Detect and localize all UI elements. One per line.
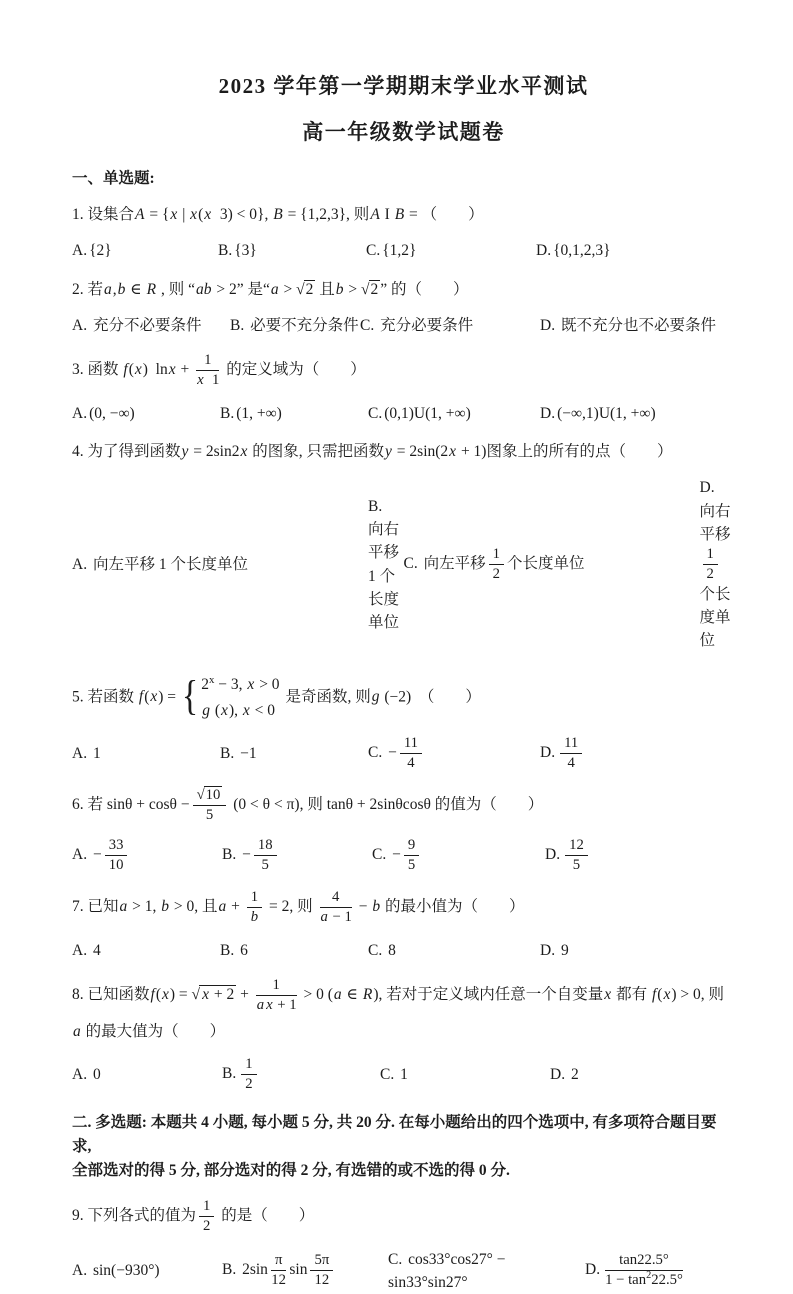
question-1 — [72, 203, 735, 263]
math-variable: x — [190, 206, 198, 223]
section-1-heading: 一、单选题: — [72, 170, 155, 187]
option-A: A. − $\frac{33}{10}$ — [72, 837, 222, 874]
fraction-denominator: 2 — [492, 566, 500, 583]
math-variable: x — [242, 701, 250, 719]
fraction — [105, 837, 128, 874]
fraction-denominator: $1 - \tan^222.5^\circ$ — [605, 1270, 683, 1289]
math-variable: y — [181, 443, 189, 461]
fraction-numerator: 1 — [241, 1056, 256, 1075]
option-C: C. 8 — [368, 941, 396, 959]
option-D: D. {0,1,2,3} — [536, 242, 611, 260]
option-label: C. — [368, 404, 383, 422]
fraction-numerator: 11 — [400, 735, 422, 754]
math-variable: b — [335, 280, 344, 298]
option-A: A. 0 — [72, 1065, 101, 1083]
fraction-numerator: 1 — [256, 977, 297, 996]
option-label: B. — [220, 404, 235, 422]
option-C: C. 1 — [380, 1065, 408, 1083]
math-variable: b — [161, 897, 170, 915]
fraction — [241, 1056, 256, 1093]
fraction — [605, 1252, 683, 1289]
fraction-numerator: tan22.5° — [605, 1252, 683, 1271]
fraction — [400, 735, 422, 772]
question-text: 5. 若函数 f(x) = { $2^x - 3$, x > 0 g (x), x < 0 是奇函数, 则g (−2) （ ） — [72, 673, 735, 723]
question-8 — [72, 977, 735, 1093]
option-label: B. — [220, 941, 235, 959]
option-D — [545, 837, 735, 874]
option-B: B. {3} — [218, 242, 257, 260]
question-text: 7. 已知a > 1, b > 0, 且a + $\frac{1}{b}$ = 2, 则 $\frac{4}{a - 1}$ − b 的最小值为（ ） — [72, 888, 525, 925]
math-variable: x — [170, 206, 178, 223]
option-D — [540, 735, 735, 772]
option-label: B. — [230, 316, 245, 334]
math-variable: g — [202, 701, 210, 719]
fraction-numerator: 1 — [196, 352, 219, 371]
question-5 — [72, 673, 735, 772]
option-A: A. (0, −∞) — [72, 404, 135, 422]
radical-icon: √ — [191, 985, 200, 1003]
radicand: 2 — [370, 280, 379, 298]
section-2-heading-line1: 二. 多选题: 本题共 4 小题, 每小题 5 分, 共 20 分. 在每小题给出的四个选项中, 有多项符合题目要求, — [72, 1113, 717, 1155]
math-variable: g — [371, 688, 380, 705]
fraction-denominator: 5 — [261, 856, 269, 873]
option-label: A. — [72, 744, 88, 762]
option-label: A. — [72, 1065, 88, 1083]
fraction-denominator: x 1 — [197, 371, 220, 388]
fraction — [489, 546, 504, 583]
fraction-numerator: 4 — [320, 889, 352, 908]
option-label: C. — [368, 941, 383, 959]
math-variable: b — [250, 908, 259, 925]
math-variable: a — [270, 280, 279, 298]
option-label: D. — [540, 744, 556, 762]
math-variable: x — [221, 701, 228, 719]
option-B: B. 2sin $\frac{\pi}{12}$ sin $\frac{5\pi}{12}$ — [222, 1252, 388, 1289]
math-variable: ab — [195, 280, 212, 298]
option-B: B. −1 — [220, 744, 257, 762]
option-A: A. 向左平移 1 个长度单位 — [72, 555, 248, 573]
exam-title-line2: 高一年级数学试题卷 — [302, 120, 505, 144]
fraction-denominator: a x + 1 — [256, 996, 297, 1013]
multi-choice-questions — [72, 1198, 735, 1294]
option-label: C. — [372, 845, 387, 863]
math-variable: a — [104, 280, 112, 298]
fraction — [256, 977, 297, 1014]
radical-icon: √ — [296, 280, 304, 298]
math-variable: x — [134, 360, 142, 378]
option-label: A. — [72, 845, 88, 863]
option-A: A. {2} — [72, 242, 112, 260]
question-2 — [72, 278, 735, 338]
option-label: D. — [540, 316, 556, 334]
question-text: 1. 设集合A = {x | x(x 3) < 0}, B = {1,2,3}, 则A I B = （ ） — [72, 206, 484, 223]
option-label: C. — [368, 744, 383, 762]
math-variable: y — [385, 443, 392, 461]
exam-title-line1: 2023 学年第一学期期末学业水平测试 — [218, 74, 589, 98]
fraction-numerator: 1 — [247, 889, 262, 908]
single-choice-questions — [72, 203, 735, 1093]
fraction-numerator: π — [271, 1252, 286, 1271]
fraction-denominator: 4 — [407, 755, 415, 772]
case-line-2: g (x), x < 0 — [202, 701, 275, 719]
fraction-denominator: 2 — [203, 1217, 211, 1234]
fraction-denominator: 5 — [572, 856, 581, 873]
option-label: A. — [72, 941, 88, 959]
math-variable: B — [394, 206, 405, 223]
options-row — [72, 239, 735, 262]
option-C: C. − $\frac{9}{5}$ — [372, 837, 545, 874]
piecewise-cases — [182, 673, 280, 723]
math-variable: a — [218, 897, 227, 915]
options-row — [72, 402, 735, 425]
fraction-numerator — [193, 787, 227, 806]
left-brace: { — [181, 673, 199, 720]
option-label: C. — [360, 316, 375, 334]
section-2-heading — [72, 1111, 735, 1183]
fraction-denominator: 10 — [108, 856, 124, 873]
square-root — [296, 280, 315, 298]
fraction-denominator: 4 — [567, 755, 575, 772]
option-B: B. 向右平移 1 个长度单位 — [368, 497, 400, 632]
question-4 — [72, 440, 735, 658]
options-row — [72, 476, 735, 657]
option-label: D. — [699, 479, 715, 497]
option-B: B. 6 — [220, 941, 248, 959]
math-variable: x — [247, 675, 255, 693]
option-C: C. − $\frac{11}{4}$ — [368, 735, 540, 772]
option-C: C. {1,2} — [366, 242, 417, 260]
math-variable: A — [370, 206, 380, 223]
option-A: A. sin(−930°) — [72, 1262, 160, 1280]
fraction — [703, 546, 718, 583]
radical-icon: √ — [196, 787, 204, 804]
fraction-numerator: 18 — [254, 837, 277, 856]
math-variable: f — [123, 360, 128, 378]
question-text: 4. 为了得到函数y = 2sin2x 的图象, 只需把函数y = 2sin(2x + 1)图象上的所有的点（ ） — [72, 443, 673, 461]
option-label: D. — [550, 1065, 566, 1083]
option-D: D. 向右平移 $\frac{1}{2}$ 个长度单位 — [699, 479, 731, 650]
option-label: B. — [222, 1261, 237, 1279]
option-A: A. 4 — [72, 941, 101, 959]
option-D: D. 9 — [540, 941, 569, 959]
question-text: 3. 函数 f(x) lnx + $\frac{1}{x 1}$ 的定义域为（ ） — [72, 352, 366, 388]
fraction — [404, 837, 419, 874]
math-variable: x — [240, 443, 248, 461]
options-row — [72, 314, 735, 337]
option-label: C. — [366, 242, 381, 260]
options-row — [72, 1248, 735, 1294]
fraction-numerator: 12 — [565, 837, 588, 856]
superscript: 2 — [646, 1270, 652, 1282]
fraction-denominator: 2 — [245, 1075, 253, 1092]
question-3 — [72, 352, 735, 425]
option-label: C. — [388, 1250, 403, 1268]
case-line-1: $2^x - 3$, x > 0 — [201, 673, 280, 693]
option-D: D. 既不充分也不必要条件 — [540, 316, 716, 334]
math-variable: a — [256, 996, 265, 1013]
math-variable: x — [197, 371, 204, 388]
fraction-numerator: 11 — [560, 735, 582, 754]
question-7 — [72, 889, 735, 962]
option-label: D. — [585, 1261, 601, 1279]
fraction-denominator — [247, 908, 262, 926]
math-variable: x — [449, 443, 457, 461]
math-variable: a — [119, 897, 128, 915]
fraction-denominator: 12 — [271, 1272, 287, 1289]
math-variable: f — [150, 985, 155, 1003]
fraction — [247, 889, 262, 926]
radicand: 10 — [205, 787, 221, 804]
fraction — [196, 352, 219, 389]
question-text-line2: a 的最大值为（ ） — [73, 1022, 226, 1040]
question-text: 6. 若 sinθ + cosθ − $\frac{√ 10}{5}$ (0 < θ < π), 则 tanθ + 2sinθcosθ 的值为（ ） — [72, 787, 544, 823]
option-D: D. (−∞,1)U(1, +∞) — [540, 404, 656, 422]
question-6 — [72, 787, 735, 874]
option-D: D. 2 — [550, 1065, 579, 1083]
option-label: B. — [218, 242, 233, 260]
radicand: x + 2 — [199, 985, 236, 1003]
options-row — [72, 939, 735, 962]
radicand: 2 — [305, 280, 314, 298]
fraction-denominator: a − 1 — [320, 908, 352, 925]
math-variable: x — [202, 985, 209, 1003]
option-label: C. — [403, 555, 418, 573]
options-row — [72, 1056, 735, 1093]
math-variable: x — [162, 985, 169, 1003]
math-variable: x — [204, 206, 212, 223]
option-C: C. 向左平移 $\frac{1}{2}$ 个长度单位 — [403, 546, 585, 583]
question-text: 9. 下列各式的值为 $\frac{1}{2}$ 的是（ ） — [72, 1197, 315, 1234]
option-C: C. 充分必要条件 — [360, 316, 474, 334]
math-variable: f — [138, 688, 144, 705]
fraction-numerator: 9 — [404, 837, 419, 856]
math-variable: R — [362, 985, 373, 1003]
fraction — [560, 735, 582, 772]
section-2-heading-line2: 全部选对的得 5 分, 部分选对的得 2 分, 有选错的或不选的得 0 分. — [72, 1161, 510, 1179]
fraction-numerator: 5π — [310, 1252, 333, 1271]
math-variable: b — [117, 280, 126, 298]
square-root — [361, 280, 380, 298]
cases-lines — [201, 673, 279, 723]
fraction-denominator: 2 — [706, 566, 714, 583]
fraction — [254, 837, 277, 874]
option-label: B. — [220, 744, 235, 762]
fraction — [565, 837, 588, 874]
option-label: A. — [72, 242, 88, 260]
option-B: B. − $\frac{18}{5}$ — [222, 837, 372, 874]
fraction-numerator: 1 — [703, 546, 718, 565]
option-label: D. — [540, 404, 556, 422]
option-A: A. 充分不必要条件 — [72, 316, 202, 334]
math-variable: B — [273, 206, 283, 223]
option-label: D. — [540, 941, 556, 959]
option-B — [222, 1056, 380, 1093]
option-label: C. — [380, 1065, 395, 1083]
square-root — [192, 985, 237, 1003]
radical-icon: √ — [361, 280, 369, 298]
fraction-numerator: 1 — [199, 1198, 214, 1217]
fraction — [193, 787, 227, 824]
fraction-denominator: 5 — [407, 856, 416, 873]
math-variable: a — [333, 985, 342, 1003]
options-row — [72, 735, 735, 772]
question-text: 2. 若a,b ∈ R , 则 “ab > 2” 是“a > √ 2 且b > √ 2 ” 的（ ） — [72, 280, 469, 298]
fraction-denominator: 5 — [205, 806, 214, 823]
option-label: D. — [545, 845, 561, 863]
option-A: A. 1 — [72, 744, 101, 762]
square-root — [197, 786, 223, 803]
math-variable: R — [146, 280, 157, 298]
option-B: B. (1, +∞) — [220, 404, 282, 422]
fraction — [320, 889, 352, 926]
option-C: C. cos33°cos27° − sin33°sin27° — [388, 1250, 506, 1291]
option-label: B. — [368, 497, 383, 515]
fraction-denominator: 12 — [314, 1272, 330, 1289]
option-label: A. — [72, 1262, 88, 1280]
question-text: 8. 已知函数f(x) = √ x + 2 + $\frac{1}{\text{a x + 1}}$ > 0 (a ∈ R), 若对于定义域内任意一个自变量x 都有 f(x) > 0, 则 — [72, 976, 724, 1013]
fraction — [199, 1198, 214, 1235]
option-label: B. — [222, 845, 237, 863]
option-label: B. — [222, 1064, 237, 1082]
math-variable: x — [604, 985, 612, 1003]
math-variable: a — [73, 1022, 81, 1040]
fraction-numerator: 1 — [489, 546, 504, 565]
option-label: A. — [72, 404, 88, 422]
option-label: D. — [536, 242, 552, 260]
math-variable: x — [663, 985, 671, 1003]
fraction-numerator: 33 — [105, 837, 128, 856]
math-variable: f — [651, 985, 657, 1003]
option-C: C. (0,1)U(1, +∞) — [368, 404, 471, 422]
option-D — [585, 1252, 735, 1289]
superscript: x — [209, 673, 215, 686]
math-variable: A — [135, 206, 145, 223]
math-variable: b — [372, 897, 381, 915]
fraction — [271, 1252, 286, 1289]
option-label: A. — [72, 555, 88, 573]
option-label: A. — [72, 316, 88, 334]
math-variable: x — [150, 688, 158, 705]
fraction — [310, 1252, 333, 1289]
option-B: B. 必要不充分条件 — [230, 316, 359, 334]
math-variable: x — [168, 360, 176, 378]
question-9 — [72, 1198, 735, 1294]
math-variable: x — [266, 996, 273, 1013]
math-variable: a — [320, 908, 328, 925]
options-row — [72, 837, 735, 874]
